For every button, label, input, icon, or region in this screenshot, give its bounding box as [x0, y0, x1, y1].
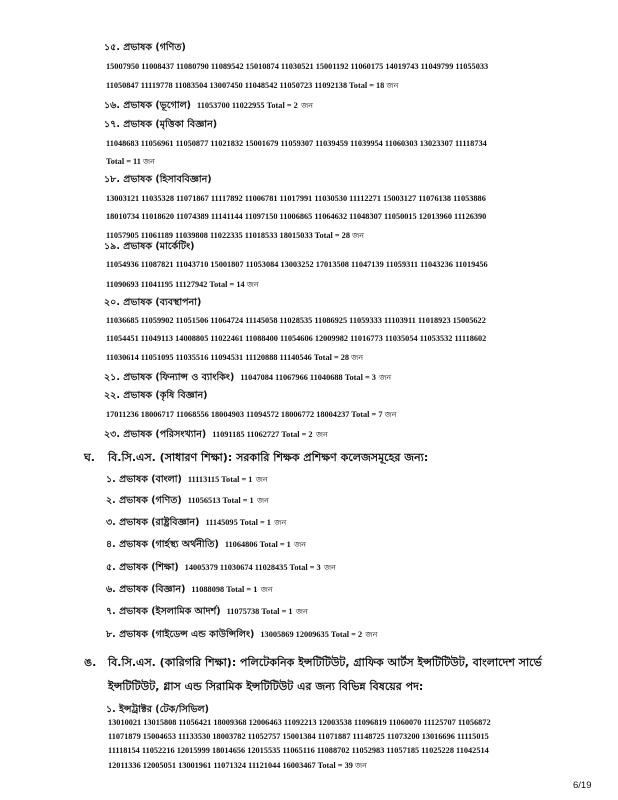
section-uma-heading: ঙ. বি.সি.এস. (কারিগরি শিক্ষা): পলিটেকনিক ইন্সটিটিউট, গ্রাফিক আর্টস ইন্সটিটিউট, বাংলাদেশ সার্ভে — [84, 656, 542, 669]
uma-post-1-roll-line-1: 13010021 13015808 11056421 18009368 12006463 11092213 12003538 11096819 11060070 11125707 11056872 — [108, 718, 491, 727]
post-20-roll-line-2: 11054451 11049113 14008805 11022461 11088400 11054606 12009982 11016773 11035054 11053532 11118602 — [106, 334, 487, 343]
gha-post-5: ৫. প্রভাষক (শিক্ষা) 14005379 11030674 11028435 Total = 3 জন — [106, 562, 336, 573]
uma-post-1-roll-line-3: 11118154 11052216 12015999 18014656 12015535 11065116 11088702 11052983 11057185 11025228 11042514 — [108, 746, 489, 755]
post-16-rolls: 11053700 11022955 Total = 2 — [197, 101, 298, 110]
section-gha-heading: ঘ. বি.সি.এস. (সাধারণ শিক্ষা): সরকারি শিক্ষক প্রশিক্ষণ কলেজসমূহের জন্য: — [84, 451, 429, 464]
post-22-roll-line-1: 17011236 18006717 11068556 18004903 11094572 18006772 18004237 Total = 7 জন — [106, 410, 397, 419]
gha-post-1: ১. প্রভাষক (বাংলা) 11113115 Total = 1 জন — [106, 474, 268, 485]
gha-post-8: ৮. প্রভাষক (গাইডেন্স এন্ড কাউন্সিলিং) 13005869 12009635 Total = 2 জন — [106, 629, 378, 640]
post-18-roll-line-3: 11057905 11061189 11039808 11022335 11018533 18015033 Total = 28 জন — [106, 231, 364, 240]
uma-post-1-roll-line-4: 12011336 12005051 13001961 11071324 11121044 16003467 Total = 39 জন — [108, 761, 367, 770]
post-18-heading: ১৮. প্রভাষক (হিসাববিজ্ঞান) — [104, 174, 212, 185]
post-23-rolls: 11091185 11062727 Total = 2 — [212, 430, 313, 439]
uma-post-1-roll-line-2: 11071879 15004653 11133530 18003782 11052757 15001384 11071887 11148725 11073200 13016696 11115015 — [108, 732, 489, 741]
post-19-roll-line-1: 11054936 11087821 11043710 15001807 11053084 13003252 17013508 11047139 11059311 11043236 11019456 — [106, 260, 488, 269]
section-uma-heading-line-2: ইন্সটিটিউট, গ্লাস এন্ড সিরামিক ইন্সটিটিউট এর জন্য বিভিন্ন বিষয়ের পদ: — [108, 680, 424, 693]
post-17-roll-line-2: Total = 11 জন — [106, 157, 155, 166]
post-18-roll-line-2: 18010734 11018620 11074389 11141144 11097150 11006865 11064632 11048307 11050015 12013960 11126390 — [106, 212, 487, 221]
post-20-roll-line-3: 11030614 11051095 11035516 11094531 11120888 11140546 Total = 28 জন — [106, 353, 364, 362]
post-19-roll-line-2: 11090693 11041195 11127942 Total = 14 জন — [106, 280, 259, 289]
post-20-heading: ২০. প্রভাষক (ব্যবস্থাপনা) — [104, 297, 202, 308]
gha-post-2: ২. প্রভাষক (গণিত) 11056513 Total = 1 জন — [106, 495, 269, 506]
post-17-roll-line-1: 11048683 11056961 11050877 11021832 15001679 11059307 11039459 11039954 11060303 13023307 11118734 — [106, 139, 487, 148]
post-17-heading: ১৭. প্রভাষক (মৃত্তিকা বিজ্ঞান) — [104, 119, 218, 130]
page-number: 6/19 — [573, 780, 592, 791]
gha-post-6: ৬. প্রভাষক (বিজ্ঞান) 11088098 Total = 1 জন — [106, 584, 273, 595]
gha-post-3: ৩. প্রভাষক (রাষ্ট্রবিজ্ঞান) 11145095 Total = 1 জন — [106, 517, 287, 528]
post-16-heading: ১৬. প্রভাষক (ভূগোল) 11053700 11022955 Total = 2 জন — [104, 100, 314, 111]
post-22-heading: ২২. প্রভাষক (কৃষি বিজ্ঞান) — [104, 390, 208, 401]
post-21-heading: ২১. প্রভাষক (ফিন্যান্স ও ব্যাংকিং) 11047084 11067966 11040688 Total = 3 জন — [104, 372, 392, 383]
post-18-roll-line-1: 13003121 11035328 11071867 11117892 11006781 11017991 11030530 11112271 15003127 11076138 11053886 — [106, 194, 486, 203]
post-19-heading: ১৯. প্রভাষক (মার্কেটিং) — [104, 241, 195, 252]
uma-post-1-heading: ১. ইন্সট্রাক্টর (টেক/সিভিল) — [106, 704, 209, 715]
post-15-roll-line-1: 15007950 11008437 11080790 11089542 15010874 11030521 15001192 11060175 14019743 11049799 11055033 — [106, 62, 489, 71]
post-15-heading: ১৫. প্রভাষক (গণিত) — [104, 42, 186, 53]
gha-post-7: ৭. প্রভাষক (ইসলামিক আদর্শ) 11075738 Total = 1 জন — [106, 606, 308, 617]
post-20-roll-line-1: 11036685 11059902 11051506 11064724 11145058 11028535 11086925 11059333 11103911 11018923 15005622 — [106, 316, 486, 325]
post-23-heading: ২৩. প্রভাষক (পরিসংখ্যান) 11091185 11062727 Total = 2 জন — [104, 429, 328, 440]
post-15-roll-line-2: 11050847 11119778 11083504 13007450 11048542 11050723 11092138 Total = 18 জন — [106, 81, 399, 90]
gha-post-4: ৪. প্রভাষক (গার্হস্থ্য অর্থনীতি) 11064806 Total = 1 জন — [106, 539, 307, 550]
post-21-rolls: 11047084 11067966 11040688 Total = 3 — [240, 373, 376, 382]
